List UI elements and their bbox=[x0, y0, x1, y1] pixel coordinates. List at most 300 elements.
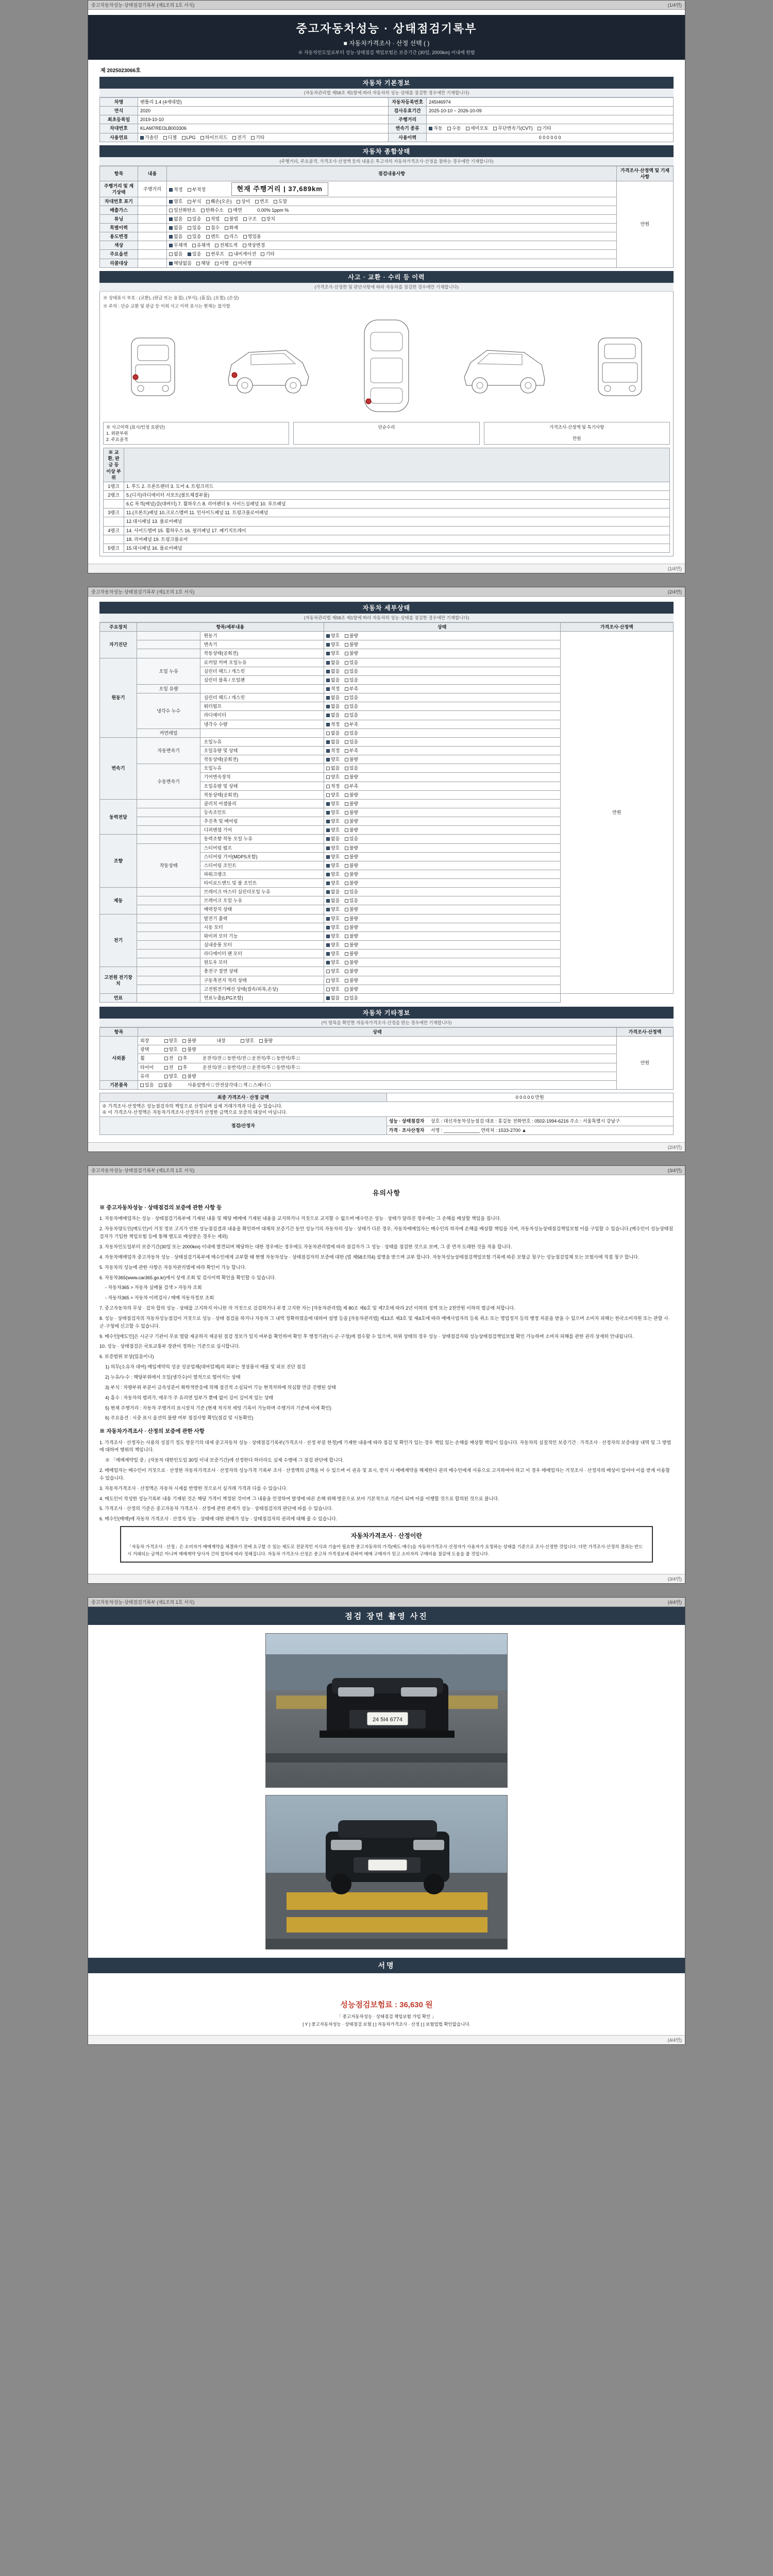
state-good[interactable]: 양호 bbox=[326, 633, 340, 639]
state-good[interactable]: 양호 bbox=[326, 880, 340, 886]
color-achromatic[interactable]: 무채색 bbox=[169, 242, 187, 248]
state-cell[interactable] bbox=[324, 967, 560, 976]
state-good[interactable]: 양호 bbox=[326, 641, 340, 648]
final-price-note-2: ※ 이 가격조사·산정액은 자동차가격조사·산정자가 산정한 금액으로 보증의 대상이 아닙니다. bbox=[102, 1110, 288, 1115]
state-good[interactable]: 양호 bbox=[326, 968, 340, 974]
page-top-strip bbox=[88, 587, 685, 597]
state-bad[interactable]: 불량 bbox=[345, 906, 358, 912]
rank-label: 2랭크 bbox=[104, 491, 124, 500]
tuning-structure[interactable]: 구조 bbox=[243, 216, 257, 222]
state-good[interactable]: 양호 bbox=[326, 924, 340, 930]
inspector-role: 성능 · 상태점검자 bbox=[389, 1118, 425, 1124]
state-cell[interactable] bbox=[324, 817, 560, 826]
table-row bbox=[104, 509, 670, 517]
state-good[interactable]: 양호 bbox=[326, 809, 340, 816]
special-none[interactable]: 없음 bbox=[169, 225, 182, 231]
state-cell[interactable] bbox=[324, 764, 560, 773]
option-auto[interactable]: 자동 bbox=[429, 125, 442, 131]
state-cell[interactable] bbox=[324, 870, 560, 878]
state-cell[interactable] bbox=[324, 852, 560, 861]
detail-band: 자동차 세부상태 bbox=[99, 602, 674, 614]
vin-altered[interactable]: 변조 bbox=[255, 198, 268, 205]
option-other[interactable]: 기타 bbox=[537, 125, 551, 131]
emission-values: 0.00% 1ppm % bbox=[257, 207, 289, 213]
mileage-check[interactable] bbox=[167, 181, 617, 197]
state-good[interactable]: 양호 bbox=[326, 959, 340, 965]
etc-table bbox=[99, 1027, 674, 1090]
state-cell[interactable] bbox=[324, 755, 560, 764]
legend-title: 단순수리 bbox=[378, 425, 395, 430]
fuel-other[interactable]: 기타 bbox=[251, 134, 264, 141]
state-none[interactable]: 없음 bbox=[326, 703, 340, 709]
state-good[interactable]: 양호 bbox=[326, 650, 340, 656]
item-label: 기어변속장치 bbox=[200, 773, 324, 782]
state-bad[interactable]: 불량 bbox=[345, 942, 358, 948]
etc-none[interactable]: 없음 bbox=[159, 1082, 172, 1088]
rank-label bbox=[104, 535, 124, 544]
item-label: 클러치 어셈블리 bbox=[200, 799, 324, 808]
car-diagrams bbox=[103, 312, 670, 419]
notice-sub-item: 2) 누유/누수 : 해당부위에서 오일(냉각수)이 열적으로 떨어지는 상태 bbox=[105, 1374, 241, 1380]
etc-price-cell: 만원 bbox=[617, 1037, 674, 1090]
state-ok[interactable]: 적정 bbox=[326, 721, 340, 727]
item-label: 작동상태(공회전) bbox=[200, 649, 324, 658]
table-row bbox=[100, 993, 674, 1002]
etc-row-wheel[interactable] bbox=[138, 1054, 617, 1063]
table-header-row bbox=[100, 166, 674, 181]
state-cell[interactable] bbox=[324, 923, 560, 931]
state-yes[interactable]: 있음 bbox=[345, 995, 358, 1001]
color-full-repaint[interactable]: 전체도색 bbox=[215, 242, 238, 248]
notice-sub-item: 1) 의무(소유자 대여) 매입계약의 성공 성공업체(대여업체)의 외부는 정상품서 매물 및 피보 진단 점검 bbox=[105, 1364, 306, 1370]
state-bad[interactable]: 불량 bbox=[345, 924, 358, 930]
fuel-diesel[interactable]: 디젤 bbox=[163, 134, 177, 141]
state-bad[interactable]: 불량 bbox=[345, 801, 358, 807]
state-bad[interactable]: 불량 bbox=[345, 951, 358, 957]
etc-bad[interactable]: 불량 bbox=[182, 1073, 196, 1079]
legend-price-note bbox=[484, 422, 670, 445]
sub-label bbox=[137, 896, 200, 905]
page-top-strip bbox=[88, 1598, 685, 1607]
state-cell[interactable] bbox=[324, 905, 560, 914]
state-cell[interactable] bbox=[324, 958, 560, 967]
state-cell[interactable] bbox=[324, 702, 560, 711]
options-sunroof[interactable]: 썬루프 bbox=[206, 251, 224, 257]
state-cell[interactable] bbox=[324, 976, 560, 985]
state-cell[interactable] bbox=[324, 649, 560, 658]
state-cell[interactable] bbox=[324, 667, 560, 675]
state-good[interactable]: 양호 bbox=[326, 916, 340, 922]
table-header-row bbox=[104, 448, 670, 482]
state-ok[interactable]: 적정 bbox=[326, 748, 340, 754]
basic-info-table bbox=[99, 97, 674, 142]
usechange-yes[interactable]: 있음 bbox=[188, 233, 201, 240]
state-cell[interactable] bbox=[324, 826, 560, 835]
state-bad[interactable]: 불량 bbox=[345, 862, 358, 869]
legend-title: 가격조사·산정액 및 특기사항 bbox=[549, 425, 604, 430]
recall-na[interactable]: 해당없음 bbox=[169, 260, 192, 266]
state-cell[interactable] bbox=[324, 993, 560, 1002]
row-sub bbox=[138, 223, 167, 232]
fuel-hybrid[interactable]: 하이브리드 bbox=[200, 134, 227, 141]
state-good[interactable]: 양호 bbox=[326, 854, 340, 860]
rank-text: 1. 후드 2. 프론트펜더 3. 도어 4. 트렁크리드 bbox=[124, 482, 670, 490]
state-low[interactable]: 부족 bbox=[345, 783, 358, 789]
table-row bbox=[100, 1072, 674, 1080]
state-none[interactable]: 없음 bbox=[326, 668, 340, 674]
vin-damaged[interactable]: 훼손(오손) bbox=[206, 198, 232, 205]
table-header-row bbox=[100, 1028, 674, 1037]
item-label: 추진축 및 베어링 bbox=[200, 817, 324, 826]
state-bad[interactable]: 불량 bbox=[345, 933, 358, 939]
state-good[interactable]: 양호 bbox=[326, 756, 340, 762]
etc-bad-2[interactable]: 불량 bbox=[259, 1038, 273, 1044]
state-yes[interactable]: 있음 bbox=[345, 765, 358, 771]
etc-item-label: 타이어 bbox=[140, 1064, 154, 1070]
vin-erased[interactable]: 도말 bbox=[274, 198, 287, 205]
state-bad[interactable]: 불량 bbox=[345, 774, 358, 780]
table-row bbox=[100, 181, 674, 197]
state-good[interactable]: 양호 bbox=[326, 951, 340, 957]
item-label: 연료누출(LPG포함) bbox=[200, 993, 324, 1002]
state-cell[interactable] bbox=[324, 950, 560, 958]
state-good[interactable]: 양호 bbox=[326, 933, 340, 939]
recall-yes[interactable]: 해당 bbox=[196, 260, 210, 266]
state-bad[interactable]: 불량 bbox=[345, 916, 358, 922]
photo-list bbox=[88, 1625, 685, 1958]
option-cvt[interactable]: 무단변속기(CVT) bbox=[493, 125, 532, 131]
state-yes[interactable]: 있음 bbox=[345, 836, 358, 842]
item-label: 파워크랭크 bbox=[200, 870, 324, 878]
state-cell[interactable] bbox=[324, 632, 560, 640]
tuning-none[interactable]: 없음 bbox=[169, 216, 182, 222]
state-bad[interactable]: 불량 bbox=[345, 871, 358, 877]
state-low[interactable]: 부족 bbox=[345, 686, 358, 692]
state-none[interactable]: 없음 bbox=[326, 836, 340, 842]
state-none[interactable]: 없음 bbox=[326, 889, 340, 895]
state-bad[interactable]: 불량 bbox=[345, 641, 358, 648]
table-row bbox=[100, 1037, 674, 1045]
photo-front-view bbox=[265, 1633, 508, 1788]
usechange-lease[interactable]: 리스 bbox=[225, 233, 238, 240]
state-none[interactable]: 없음 bbox=[326, 739, 340, 745]
emission-check[interactable] bbox=[167, 206, 617, 214]
state-good[interactable]: 양호 bbox=[326, 774, 340, 780]
legend-simple-repair bbox=[293, 422, 479, 445]
state-yes[interactable]: 있음 bbox=[345, 889, 358, 895]
state-yes[interactable]: 있음 bbox=[345, 668, 358, 674]
emission-hc[interactable]: 탄화수소 bbox=[201, 207, 224, 213]
state-cell[interactable] bbox=[324, 861, 560, 870]
state-cell[interactable] bbox=[324, 675, 560, 684]
etc-good-2[interactable]: 양호 bbox=[241, 1038, 254, 1044]
state-none[interactable]: 없음 bbox=[326, 897, 340, 904]
rank-label: 1랭크 bbox=[104, 482, 124, 490]
usechange-biz[interactable]: 영업용 bbox=[243, 233, 261, 240]
sub-label bbox=[137, 826, 200, 835]
state-none[interactable]: 없음 bbox=[326, 712, 340, 718]
state-bad[interactable]: 불량 bbox=[345, 818, 358, 824]
state-bad[interactable]: 불량 bbox=[345, 756, 358, 762]
notice-item: 10. 성능 · 상태점검은 국토교통부 장관이 정하는 기준으로 실시합니다. bbox=[99, 1344, 240, 1349]
state-good[interactable]: 양호 bbox=[326, 792, 340, 798]
etc-bad[interactable]: 불량 bbox=[182, 1046, 196, 1053]
state-none[interactable]: 없음 bbox=[326, 730, 340, 736]
options-navi[interactable]: 내비게이션 bbox=[229, 251, 256, 257]
etc-item-label: 광택 bbox=[140, 1047, 149, 1053]
state-none[interactable]: 없음 bbox=[326, 659, 340, 666]
state-cell[interactable] bbox=[324, 931, 560, 940]
state-cell[interactable] bbox=[324, 782, 560, 790]
state-none[interactable]: 없음 bbox=[326, 694, 340, 701]
col-state: 상태 bbox=[324, 622, 560, 631]
etc-item-label: 휠 bbox=[140, 1056, 145, 1061]
usechange-check[interactable] bbox=[167, 232, 617, 241]
etc-rear[interactable]: 후 bbox=[178, 1064, 188, 1071]
emission-co[interactable]: 일산화탄소 bbox=[169, 207, 196, 213]
etc-good[interactable]: 양호 bbox=[164, 1046, 178, 1053]
item-label: 로커암 커버 오일누유 bbox=[200, 658, 324, 667]
document-number-label: 제 bbox=[100, 68, 106, 74]
option-manual[interactable]: 수동 bbox=[447, 125, 461, 131]
options-check[interactable] bbox=[167, 250, 617, 259]
usechange-none[interactable]: 없음 bbox=[169, 233, 182, 240]
document-title: 중고자동차성능 · 상태점검기록부 bbox=[296, 22, 477, 35]
state-cell[interactable] bbox=[324, 843, 560, 852]
state-good[interactable]: 양호 bbox=[326, 818, 340, 824]
usechange-rent[interactable]: 렌트 bbox=[206, 233, 220, 240]
state-low[interactable]: 부족 bbox=[345, 748, 358, 754]
document-header bbox=[88, 15, 685, 60]
special-fire[interactable]: 화재 bbox=[225, 225, 238, 231]
etc-bad[interactable]: 불량 bbox=[182, 1038, 196, 1044]
col-item: 항목/세부내용 bbox=[137, 622, 324, 631]
fuel-lpg[interactable]: LPG bbox=[182, 134, 196, 141]
state-yes[interactable]: 있음 bbox=[345, 739, 358, 745]
transmission-options[interactable] bbox=[427, 124, 674, 133]
col-check: 점검내용사항 bbox=[167, 166, 617, 181]
emission-smoke[interactable]: 매연 bbox=[228, 207, 242, 213]
state-good[interactable]: 양호 bbox=[326, 986, 340, 992]
group-transmission: 변속기 bbox=[100, 737, 137, 799]
state-cell[interactable] bbox=[324, 888, 560, 896]
state-cell[interactable] bbox=[324, 640, 560, 649]
state-good[interactable]: 양호 bbox=[326, 801, 340, 807]
state-cell[interactable] bbox=[324, 790, 560, 799]
state-yes[interactable]: 있음 bbox=[345, 694, 358, 701]
state-good[interactable]: 양호 bbox=[326, 862, 340, 869]
page-index: (3/4면) bbox=[667, 1167, 682, 1173]
state-cell[interactable] bbox=[324, 720, 560, 728]
state-cell[interactable] bbox=[324, 914, 560, 923]
color-check[interactable] bbox=[167, 241, 617, 250]
state-cell[interactable] bbox=[324, 737, 560, 746]
state-cell[interactable] bbox=[324, 684, 560, 693]
state-cell[interactable] bbox=[324, 728, 560, 737]
etc-good[interactable]: 양호 bbox=[164, 1073, 178, 1079]
sub-label: 작동상태 bbox=[137, 843, 200, 888]
item-label: 발전기 출력 bbox=[200, 914, 324, 923]
vin-check[interactable] bbox=[167, 197, 617, 206]
state-cell[interactable] bbox=[324, 896, 560, 905]
option-semiauto[interactable]: 세미오토 bbox=[466, 125, 489, 131]
state-cell[interactable] bbox=[324, 808, 560, 817]
fuel-gasoline[interactable]: 가솔린 bbox=[140, 134, 158, 141]
state-none[interactable]: 없음 bbox=[326, 677, 340, 683]
special-check[interactable] bbox=[167, 223, 617, 232]
special-yes[interactable]: 있음 bbox=[188, 225, 201, 231]
notice-item: 1. 자동차매매업자는 성능 · 상태점검기록부에 기재된 내용 및 해당 매매에 기재된 내용을 교지하거나 거짓으로 교지할 수 없으며 매수인은 성능 · 상태가 달라진 경우에는 그 손해를 배상할 책임을 집니다. bbox=[99, 1216, 501, 1222]
etc-front[interactable]: 전 bbox=[164, 1055, 174, 1061]
state-ok[interactable]: 적정 bbox=[326, 783, 340, 789]
state-bad[interactable]: 불량 bbox=[345, 650, 358, 656]
sub-label bbox=[137, 799, 200, 808]
usage-history-label: 사용이력 bbox=[389, 133, 427, 142]
special-flood[interactable]: 침수 bbox=[206, 225, 220, 231]
state-ok[interactable]: 적정 bbox=[326, 686, 340, 692]
tuning-check[interactable] bbox=[167, 214, 617, 223]
item-label: 타이로드엔드 및 볼 조인트 bbox=[200, 879, 324, 888]
state-bad[interactable]: 불량 bbox=[345, 633, 358, 639]
table-row bbox=[104, 517, 670, 526]
options-other[interactable]: 기타 bbox=[261, 251, 274, 257]
state-low[interactable]: 부족 bbox=[345, 721, 358, 727]
appraiser-detail: 서명 : ______________ 연락처 : 1533-2700 ▲ bbox=[430, 1127, 527, 1133]
signature-area[interactable] bbox=[88, 1973, 685, 1994]
state-good[interactable]: 양호 bbox=[326, 827, 340, 833]
state-bad[interactable]: 불량 bbox=[345, 809, 358, 816]
color-chromatic[interactable]: 유채색 bbox=[192, 242, 210, 248]
state-good[interactable]: 양호 bbox=[326, 906, 340, 912]
basic-info-note: (자동차관리법 제58조 제1항에 따라 자동차의 성능·상태를 점검한 경우에만 기재합니다) bbox=[99, 89, 674, 97]
state-yes[interactable]: 있음 bbox=[345, 703, 358, 709]
sub-label bbox=[137, 941, 200, 950]
state-cell[interactable] bbox=[324, 879, 560, 888]
tuning-legal[interactable]: 적법 bbox=[206, 216, 220, 222]
state-cell[interactable] bbox=[324, 658, 560, 667]
tuning-device[interactable]: 장치 bbox=[262, 216, 275, 222]
table-row bbox=[100, 1102, 674, 1117]
etc-row-polish[interactable] bbox=[138, 1045, 617, 1054]
fuel-options[interactable] bbox=[138, 133, 389, 142]
etc-row-tire[interactable] bbox=[138, 1063, 617, 1072]
field-value: 2025-10-10 ~ 2026-10-09 bbox=[427, 107, 674, 115]
fuel-label: 사용연료 bbox=[100, 133, 138, 142]
state-good[interactable]: 양호 bbox=[326, 942, 340, 948]
state-bad[interactable]: 불량 bbox=[345, 854, 358, 860]
final-price-note-1: ※ 가격조사·산정액은 성능점검자의 책임으로 산정되며 실제 거래가격과 다를 수 있습니다. bbox=[102, 1104, 282, 1109]
mileage-ng[interactable]: 부적정 bbox=[188, 187, 206, 193]
notice-item: 9. 메수인[매도인]은 시군구 기관이 무료 열람 제공하지 제공된 점검 정보가 일치 여부를 확인하여 확인 후 행정기관(시·군·구청)에 접수할 수 있으며, 허위 상태의 경우 성능 · 상태점검자와 성능상태점검책임보험 확인 가능하며 소비자 피해를 관한 권리 상세히 안내됩니다. bbox=[99, 1333, 634, 1339]
state-none[interactable]: 없음 bbox=[326, 995, 340, 1001]
inspector-label: 점검/산정자 bbox=[100, 1117, 387, 1134]
state-cell[interactable] bbox=[324, 799, 560, 808]
state-good[interactable]: 양호 bbox=[326, 845, 340, 851]
state-bad[interactable]: 불량 bbox=[345, 986, 358, 992]
state-yes[interactable]: 있음 bbox=[345, 712, 358, 718]
vin-different[interactable]: 상이 bbox=[237, 198, 250, 205]
notice2-item: 1. 가격조사 · 산정자는 사용의 성질기 정도 방문기의 대세 중고자동차 성능 · 상태점검기록부(가격조사 · 산정 부분 한정)에 기재한 내용에 따라 점검 및 확인가 있는 경우 책임 있는 손해를 배상할 책임이 있습니다. 자동차의 실질적인 보증기간 : 가격조사 · 산정자의 보증대상 내역 및 그 방법에 대하여 행위의 책임니다. bbox=[99, 1439, 671, 1453]
sub-label bbox=[137, 632, 200, 640]
etc-row-glass[interactable] bbox=[138, 1072, 617, 1080]
state-bad[interactable]: 불량 bbox=[345, 977, 358, 984]
state-cell[interactable] bbox=[324, 773, 560, 782]
insurance-line-2: [ Y ] 중고자동차성능 · 상태점검 보험 [ ] 자동차가격조사 · 산정 [ ] 보험업법 확인없습니다. bbox=[303, 2021, 470, 2027]
vin-good[interactable]: 양호 bbox=[169, 198, 182, 205]
state-cell[interactable] bbox=[324, 746, 560, 755]
car-top-diagram bbox=[353, 315, 420, 418]
etc-rear[interactable]: 후 bbox=[178, 1055, 188, 1061]
item-label: 디퍼렌셜 기어 bbox=[200, 826, 324, 835]
mileage-ok[interactable]: 적정 bbox=[169, 187, 182, 193]
row-sub bbox=[138, 250, 167, 259]
notice-head-2: ※ 자동차가격조사 · 산정의 보증에 관한 사항 bbox=[99, 1428, 205, 1435]
recall-check[interactable] bbox=[167, 259, 617, 267]
etc-item-label-2: 내장 bbox=[216, 1038, 226, 1044]
photo-undercarriage-view bbox=[265, 1795, 508, 1950]
accident-note: (가격조사·산정한 및 판단사항에 따라 자동차를 점검한 경우에만 기재합니다) bbox=[99, 283, 674, 292]
recall-undone[interactable]: 미이행 bbox=[233, 260, 251, 266]
tuning-illegal[interactable]: 불법 bbox=[225, 216, 238, 222]
state-bad[interactable]: 불량 bbox=[345, 959, 358, 965]
item-label: 냉각수 수량 bbox=[200, 720, 324, 728]
state-yes[interactable]: 있음 bbox=[345, 677, 358, 683]
item-label: 변속기 bbox=[200, 640, 324, 649]
state-none[interactable]: 없음 bbox=[326, 765, 340, 771]
sub-label bbox=[137, 958, 200, 967]
etc-row-basic-items[interactable] bbox=[138, 1080, 617, 1089]
fuel-ev[interactable]: 전기 bbox=[232, 134, 246, 141]
state-good[interactable]: 양호 bbox=[326, 977, 340, 984]
legend-item: 1. 외판부위 bbox=[106, 431, 128, 436]
etc-has[interactable]: 있음 bbox=[140, 1082, 154, 1088]
state-yes[interactable]: 있음 bbox=[345, 897, 358, 904]
group-powertrain: 동력전달 bbox=[100, 799, 137, 835]
etc-row-exterior[interactable] bbox=[138, 1037, 617, 1045]
rank-label: 5랭크 bbox=[104, 544, 124, 552]
transmission-label: 변속기 종류 bbox=[389, 124, 427, 133]
options-yes[interactable]: 있음 bbox=[188, 251, 201, 257]
state-cell[interactable] bbox=[324, 711, 560, 720]
state-cell[interactable] bbox=[324, 985, 560, 993]
state-cell[interactable] bbox=[324, 941, 560, 950]
vin-corrosion[interactable]: 부식 bbox=[188, 198, 201, 205]
notice2-item: 5. 가격조사 · 산정의 기준은 중고자동차 가격조사 · 산정에 관한 관계가 성능 · 상태점검자의 판단에 따를 수 있습니다. bbox=[99, 1506, 333, 1512]
state-yes[interactable]: 있음 bbox=[345, 659, 358, 666]
table-row bbox=[100, 197, 674, 206]
item-label: 와이퍼 모터 기능 bbox=[200, 931, 324, 940]
etc-good[interactable]: 양호 bbox=[164, 1038, 178, 1044]
state-bad[interactable]: 불량 bbox=[345, 968, 358, 974]
state-cell[interactable] bbox=[324, 835, 560, 843]
etc-front[interactable]: 전 bbox=[164, 1064, 174, 1071]
state-yes[interactable]: 있음 bbox=[345, 730, 358, 736]
options-none[interactable]: 없음 bbox=[169, 251, 182, 257]
insurance-confirmation bbox=[88, 2012, 685, 2035]
state-bad[interactable]: 불량 bbox=[345, 845, 358, 851]
state-cell[interactable] bbox=[324, 693, 560, 702]
state-bad[interactable]: 불량 bbox=[345, 792, 358, 798]
recall-done[interactable]: 이행 bbox=[215, 260, 228, 266]
state-bad[interactable]: 불량 bbox=[345, 880, 358, 886]
final-price-band: 최종 가격조사 · 산정 금액 bbox=[100, 1093, 387, 1102]
color-changed[interactable]: 색상변경 bbox=[243, 242, 265, 248]
item-label: 실린더 헤드 / 개스킷 bbox=[200, 667, 324, 675]
state-bad[interactable]: 불량 bbox=[345, 827, 358, 833]
state-good[interactable]: 양호 bbox=[326, 871, 340, 877]
tuning-yes[interactable]: 있음 bbox=[188, 216, 201, 222]
form-name: 중고자동차성능·상태점검기록부 (제1조의 1호 서식) bbox=[91, 1600, 195, 1605]
